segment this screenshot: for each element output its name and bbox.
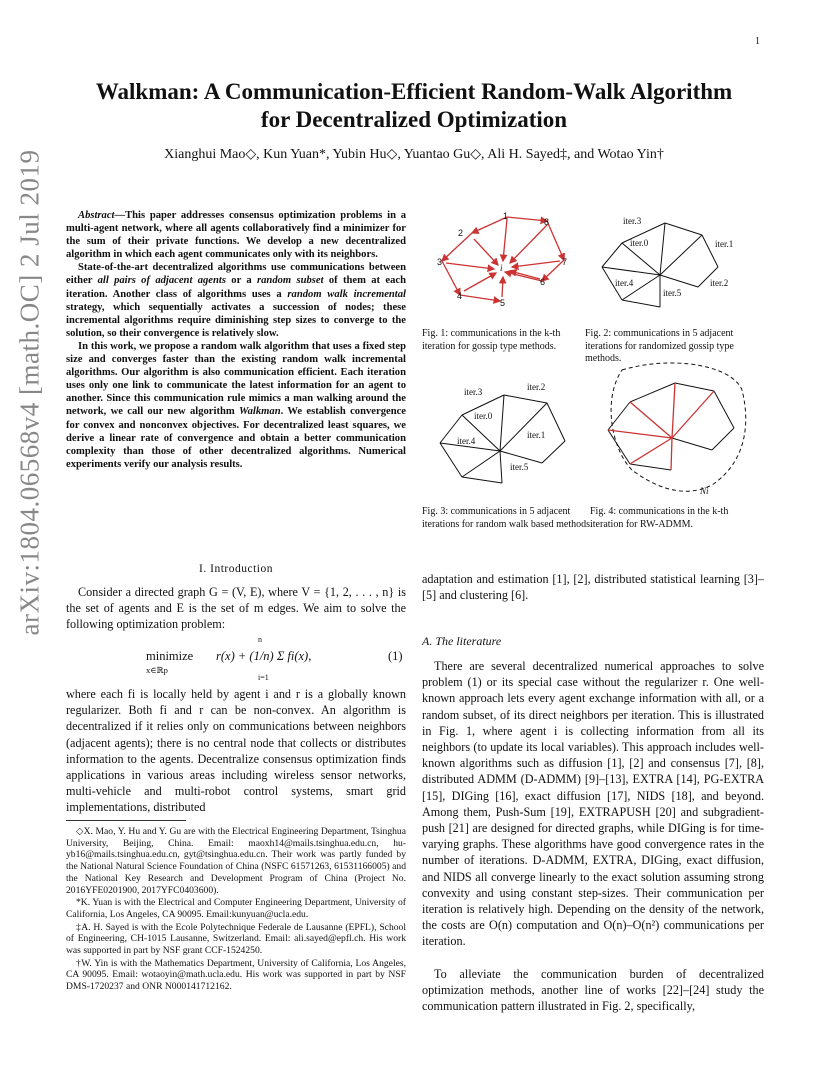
eq-sum-top: n (258, 635, 262, 644)
abstract-p3b: Walkman (239, 406, 281, 418)
figure-2 (590, 205, 765, 325)
figure-1-caption: Fig. 1: communications in the k-th iteration for gossip type methods. (422, 328, 561, 352)
fig2-iter-5: iter.5 (663, 288, 682, 298)
figure-3-caption: Fig. 3: communications in 5 adjacent iterations for random walk based methods. (422, 506, 593, 530)
fig1-node-2: 2 (458, 228, 464, 238)
intro-paragraph-2 (66, 686, 406, 816)
fig1-node-5: 5 (500, 298, 506, 308)
abstract-p2a: State-of-the-art decentralized algorithms use communications between either (66, 262, 406, 287)
abstract (66, 209, 406, 471)
paper-title (70, 78, 758, 134)
footnote-4: †W. Yin is with the Mathematics Department, University of California, Los Angeles, CA 90095. Email: wotaoyin@math.ucla.edu. His work was supported in part by NSF DMS-1720237 and ONR N000141712162. (66, 957, 406, 993)
author-list: Xianghui Mao◇, Kun Yuan*, Yubin Hu◇, Yuantao Gu◇, Ali H. Sayed‡, and Wotao Yin† (164, 147, 664, 162)
eq-number: (1) (388, 649, 403, 663)
footnote-3: ‡A. H. Sayed is with the Ecole Polytechnique Federale de Lausanne (EPFL), School of Engineering, CH-1015 Lausanne, Switzerland. Email: ali.sayed@epfl.ch. His work was supported in part by NSF grant CCF-1524250. (66, 921, 406, 957)
page-number: 1 (755, 36, 760, 47)
fig1-node-4: 4 (457, 291, 463, 301)
eq-body: r(x) + (1/n) Σ fi(x), (216, 649, 312, 663)
abstract-p2g: strategy, which sequentially activates a succession of nodes; these incremental algorithms require diminishing step sizes to converge to the solution, so their convergence is relatively slow. (66, 301, 406, 339)
intro-p1-text: Consider a directed graph G = (V, E), where V = {1, 2, . . . , n} is the set of agents and E is the set of m edges. We aim to solve the following optimization problem: (66, 585, 406, 632)
figure-2-graph (590, 205, 765, 325)
abstract-p2e: of them at each iteration. Another class of algorithms uses a (66, 275, 406, 300)
abstract-p3c: . We establish convergence for convex and nonconvex objectives. For decentralized least squares, we derive a linear rate of convergence and obtain a better communication complexity than those of other decentralized algorithms. Numerical experiments verify our analysis results. (66, 406, 406, 470)
fig4-neighborhood-label: Ni (700, 486, 709, 496)
fig2-iter-0: iter.0 (630, 238, 649, 248)
abstract-p3a: In this work, we propose a random walk algorithm that uses a fixed step size and converges faster than the existing random walk incremental algorithms. Our algorithm is also communication efficient. Each iteration uses only one link to communicate the latest information for an agent to another. Since this communication rule mimics a man walking around the network, we call our new algorithm (66, 340, 406, 418)
eq-sum-bottom: i=1 (258, 673, 269, 682)
fig3-iter-0: iter.0 (474, 411, 493, 421)
footnotes (66, 826, 406, 994)
equation-1 (66, 635, 406, 685)
fig1-node-7: 7 (562, 257, 568, 267)
fig1-node-6: 6 (540, 277, 546, 287)
right-paragraph-2 (422, 658, 764, 950)
abstract-label: Abstract (78, 210, 115, 221)
right-p3-text: To alleviate the communication burden of decentralized optimization methods, another line of works [22]–[24] study the communication pattern illustrated in Fig. 2, specifically, (422, 967, 764, 1014)
fig2-iter-2: iter.2 (710, 278, 729, 288)
figure-3 (422, 375, 597, 500)
fig1-node-1: 1 (503, 211, 509, 221)
title-line-2: for Decentralized Optimization (260, 107, 568, 132)
eq-minimize: minimize (146, 649, 194, 663)
figure-1-graph (422, 205, 597, 325)
right-paragraph-3 (422, 966, 764, 1015)
footnote-1: ◇X. Mao, Y. Hu and Y. Gu are with the Electrical Engineering Department, Tsinghua University, Beijing, China. Email: maoxh14@mails.tsinghua.edu.cn, hu-yb16@mails.tsinghua.edu.cn, gyt@tsinghua.edu.cn. Their work was partly funded by the National Natural Science Foundation of China (NSFC 61571263, 61531166005) and the National Key Research and Development Program of China (Project No. 2016YFE0201900, 2017YFC0403600). (66, 826, 406, 896)
fig1-node-8: 8 (544, 217, 550, 227)
eq-subscript: x∈ℝp (146, 665, 168, 675)
arxiv-stamp: arXiv:1804.06568v4 [math.OC] 2 Jul 2019 (14, 149, 45, 636)
fig2-iter-3: iter.3 (623, 216, 642, 226)
figure-1 (422, 205, 597, 325)
fig3-iter-4: iter.4 (457, 436, 476, 446)
abstract-p2b: all pairs of adjacent agents (97, 275, 226, 287)
fig3-iter-1: iter.1 (527, 430, 546, 440)
right-p1-text: adaptation and estimation [1], [2], distributed statistical learning [3]–[5] and clustering [6]. (422, 572, 764, 603)
figure-4-graph (592, 360, 767, 500)
fig2-iter-1: iter.1 (715, 239, 734, 249)
fig3-iter-3: iter.3 (464, 387, 483, 397)
abstract-p1: —This paper addresses consensus optimization problems in a multi-agent network, where all agents collaboratively find a minimizer for the sum of their private functions. We develop a new decentralized algorithm in which each agent communicates only with its neighbors. (66, 210, 406, 261)
abstract-p2d: random subset (257, 275, 324, 287)
figure-3-graph (422, 375, 597, 500)
subsection-heading: A. The literature (422, 634, 502, 648)
intro-paragraph-1 (66, 584, 406, 633)
figure-2-caption: Fig. 2: communications in 5 adjacent iterations for randomized gossip type methods. (585, 328, 734, 364)
fig1-node-i: i (500, 263, 503, 273)
figure-4-caption: Fig. 4: communications in the k-th iteration for RW-ADMM. (590, 506, 729, 530)
abstract-p2f: random walk incremental (287, 288, 406, 300)
footnote-rule (66, 820, 186, 821)
fig3-iter-5: iter.5 (510, 462, 529, 472)
right-p2-text: There are several decentralized numerical approaches to solve problem (1) or its special case without the regularizer r. One well-known approach lets every agent exchange information with all, or a random subset, of its direct neighbors per iteration. This is illustrated in Fig. 1, where agent i is collecting information from all its neighbors (to update its local variables). This approach includes well-known algorithms such as diffusion [1], [2] and consensus [7], [8], distributed ADMM (D-ADMM) [9]–[13], EXTRA [14], PG-EXTRA [15], DIGing [16], exact diffusion [17], NIDS [18], and beyond. Among them, Push-Sum [19], EXTRAPUSH [20] and subgradient-push [21] are designed for directed graphs, while DIGing is for time-varying graphs. These algorithms have good convergence rates in the number of iterations. D-ADMM, EXTRA, DIGing, exact diffusion, and NIDS all converge linearly to the exact solution assuming strong convexity and using constant step-sizes. Their communication per iteration is relatively high. Depending on the density of the network, the costs are O(n) computation and O(n)–O(n²) communications per iteration. (422, 659, 764, 949)
fig2-iter-4: iter.4 (615, 278, 634, 288)
title-line-1: Walkman: A Communication-Efficient Random-Walk Algorithm (95, 79, 733, 104)
footnote-2: *K. Yuan is with the Electrical and Computer Engineering Department, University of California, Los Angeles, CA 90095. Email:kunyuan@ucla.edu. (66, 897, 406, 920)
right-paragraph-1 (422, 571, 764, 603)
abstract-p2c: or a (225, 275, 258, 287)
figure-4 (592, 360, 767, 500)
fig1-node-3: 3 (437, 257, 443, 267)
section-heading: I. Introduction (199, 563, 273, 575)
intro-p2-text: where each fi is locally held by agent i and r is a globally known regularizer. Both fi and r can be non-convex. An algorithm is decentralized if it relies only on communications between neighbors (adjacent agents); there is no central node that collects or distributes information to the agents. Decentralize consensus optimization finds applications in various areas including wireless sensor networks, multi-vehicle and multi-robot control systems, smart grid implementations, distributed (66, 687, 406, 815)
fig3-iter-2: iter.2 (527, 382, 546, 392)
